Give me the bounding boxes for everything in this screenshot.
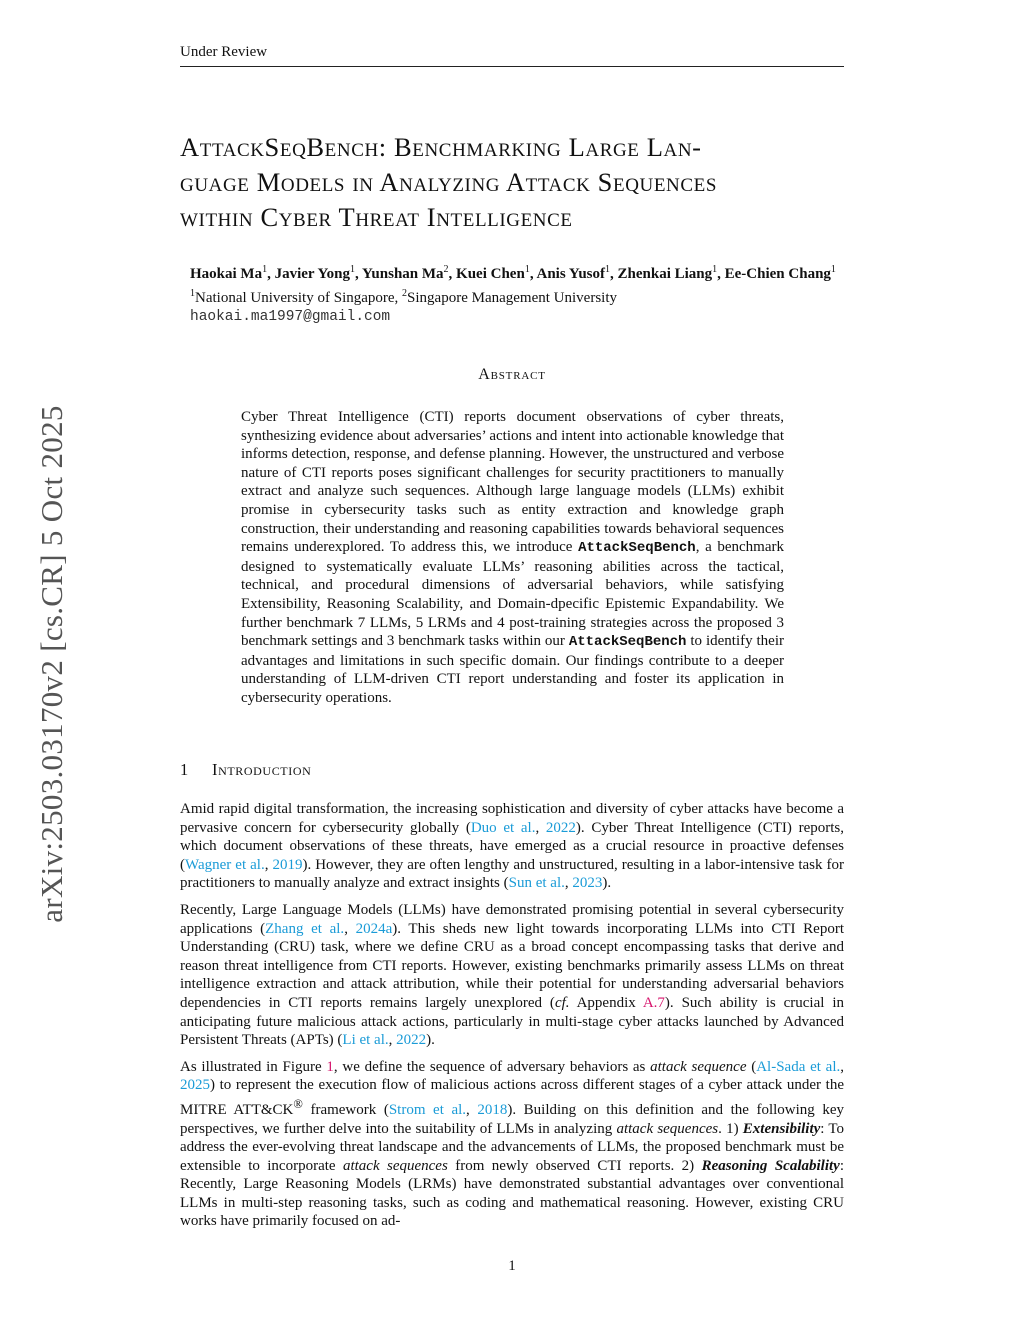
page-number: 1 — [508, 1258, 516, 1274]
citation-link[interactable]: Sun et al. — [508, 875, 565, 892]
abstract-part-1: Cyber Threat Intelligence (CTI) reports document observations of cyber threats, synthesizing evidence about adversaries’ actions and intent into actionable knowledge that informs detection, response, and defense planning. However, the unstructured and verbose nature of CTI reports poses significant challenges for security practitioners to manually extract and analyze such sequences. Although large language models (LLMs) exhibit promise in cybersecurity tasks such as entity extraction and knowledge graph construction, their understanding and reasoning capabilities towards behavioral sequences remains underexplored. To address this, we introduce — [241, 409, 784, 556]
running-head: Under Review — [180, 44, 268, 60]
author-name: Haokai Ma — [190, 266, 263, 282]
text-run: Extensibility — [742, 1120, 821, 1137]
citation-year-link[interactable]: 2018 — [477, 1101, 508, 1118]
affiliation-1: National University of Singapore, — [195, 290, 403, 306]
text-run: ). — [602, 875, 612, 892]
affiliation-2: Singapore Management University — [407, 290, 617, 306]
author-affiliation-mark: 1 — [712, 264, 718, 275]
author-list: Haokai Ma$^1$, Javier Yong$^1$, Yunshan Ma$^2$, Kuei Chen$^1$, Anis Yusof$^1$, Zhenkai Liang$^1$, Ee-Chien Chang$^1$ — [190, 264, 836, 282]
text-run: Amid rapid digital transformation, the increasing sophistication and diversity of cyber attacks have become a pervasive concern for cybersecurity globally ( — [180, 801, 844, 836]
affiliations — [190, 284, 950, 308]
author-name: Anis Yusof — [536, 266, 606, 282]
author-name: Yunshan Ma — [361, 266, 444, 282]
citation-link[interactable]: Li et al. — [342, 1032, 389, 1049]
citation-link[interactable]: Al-Sada et al. — [756, 1058, 841, 1075]
citation-year-link[interactable]: 2019 — [272, 856, 303, 873]
citation-year-link[interactable]: 2025 — [180, 1077, 210, 1094]
registered-mark: ® — [293, 1096, 303, 1111]
citation-link[interactable]: Zhang et al. — [265, 920, 345, 937]
section-number: 1 — [180, 760, 189, 779]
appendix-link[interactable]: A.7 — [642, 994, 665, 1011]
affiliation-mark: 1 — [190, 288, 195, 299]
text-run: : Recently, Large Reasoning Models (LRMs) have demonstrated substantial advantages over conventional LLMs in multi-step reasoning tasks, such as coding and mathematical reasoning. However, existing CRU works have primarily focused on ad- — [180, 1157, 844, 1230]
text-run: framework ( — [302, 1101, 389, 1118]
text-run: attack sequences — [616, 1120, 719, 1137]
benchmark-name: AttackSeqBench — [568, 634, 687, 651]
author-affiliation-mark: 1 — [830, 264, 836, 275]
text-run: Recently, Large Language Models (LLMs) have demonstrated promising potential in several cybersecurity applications ( — [180, 901, 844, 937]
section-heading-introduction — [180, 760, 311, 780]
citation-year-link[interactable]: 2022 — [396, 1032, 427, 1049]
author-name: Javier Yong — [274, 266, 351, 282]
paragraph-3: As illustrated in Figure 1, we define the sequence of adversary behaviors as attack sequence (Al-Sada et al., 2025) to represent the execution flow of malicious actions across different stages of a cyber attack under the MITRE ATT&CK® framework (Strom et al., 2018). Building on this definition and the following key perspectives, we further delve into the suitability of LLMs in analyzing attack sequences. 1) Extensibility: To address the ever-evolving threat landscape and the advancements of LLMs, the proposed benchmark must be extensible to incorporate attack sequences from newly observed CTI reports. 2) Reasoning Scalability: Recently, Large Reasoning Models (LRMs) have demonstrated substantial advantages over conventional LLMs in multi-step reasoning tasks, such as coding and mathematical reasoning. However, existing CRU works have primarily focused on ad- — [180, 1058, 845, 1230]
text-run: ). — [426, 1032, 435, 1049]
paragraph-2: Recently, Large Language Models (LLMs) have demonstrated promising potential in several cybersecurity applications (Zhang et al., 2024a). This sheds new light towards incorporating LLMs into CTI Report Understanding (CRU) task, where we define CRU as a broad concept encompassing tasks that derive and reason threat intelligence from CTI reports. However, existing benchmarks primarily assess LLMs on threat intelligence extraction and attack attribution, while their potential for understanding adversarial behaviors dependencies in CTI reports remains largely unexplored (cf. Appendix A.7). Such ability is crucial in anticipating future malicious attack actions, particularly in multi-stage cyber attacks launched by Advanced Persistent Threats (APTs) (Li et al., 2022). — [180, 901, 844, 1049]
introduction-body — [180, 800, 844, 1239]
citation-year-link[interactable]: 2023 — [572, 875, 603, 892]
text-run: ). Building on this definition and the following key perspectives, we further delve into the suitability of LLMs in analyzing — [180, 1101, 845, 1137]
text-run: attack sequences — [342, 1157, 448, 1174]
author-name: Zhenkai Liang — [617, 266, 713, 282]
benchmark-name: AttackSeqBench — [578, 540, 696, 557]
section-title: Introduction — [212, 760, 312, 779]
citation-link[interactable]: Duo et al. — [470, 819, 536, 836]
title-line-1: AttackSeqBench: Benchmarking Large Lan- — [180, 132, 702, 162]
text-run: ). Such ability is crucial in anticipating future malicious attack actions, particularly in multi-stage cyber attacks launched by Advanced Persistent Threats (APTs) ( — [180, 994, 844, 1049]
title-line-2: guage Models in Analyzing Attack Sequences — [180, 167, 718, 197]
abstract-heading: Abstract — [478, 366, 546, 383]
text-run: cf. — [554, 994, 570, 1011]
affiliation-mark: 2 — [402, 288, 408, 299]
text-run: . 1) — [718, 1120, 743, 1137]
author-name: Ee-Chien Chang — [724, 266, 831, 282]
author-affiliation-mark: 1 — [524, 264, 530, 275]
citation-link[interactable]: Wagner et al. — [185, 856, 265, 873]
citation-link[interactable]: Strom et al. — [388, 1101, 467, 1118]
text-run: , we define the sequence of adversary behaviors as — [333, 1058, 651, 1075]
paper-title — [180, 130, 850, 235]
title-line-3: within Cyber Threat Intelligence — [180, 202, 573, 232]
author-affiliation-mark: 1 — [262, 264, 268, 275]
arxiv-sidebar-stamp: arXiv:2503.03170v2 [cs.CR] 5 Oct 2025 — [34, 405, 69, 923]
text-run: Reasoning Scalability — [701, 1157, 840, 1174]
author-email[interactable]: haokai.ma1997@gmail.com — [190, 309, 391, 325]
text-run: : To address the ever-evolving threat landscape and the advancements of LLMs, the proposed benchmark must be extensible to incorporate — [180, 1120, 844, 1174]
author-block — [190, 260, 950, 327]
text-run: ). However, they are often lengthy and unstructured, resulting in a labor-intensive task for practitioners to manually analyze and extract insights ( — [180, 856, 844, 892]
author-affiliation-mark: 1 — [350, 264, 356, 275]
abstract-text — [241, 408, 784, 708]
text-run: ( — [746, 1058, 757, 1075]
text-run: from newly observed CTI reports. 2) — [447, 1157, 702, 1174]
figure-link[interactable]: 1 — [326, 1058, 334, 1075]
text-run: attack sequence — [650, 1058, 747, 1075]
abstract-part-3: to identify their advantages and limitations in such specific domain. Our findings contribute to a deeper understanding of LLM-driven CTI report understanding and foster its application in cybersecurity operations. — [241, 633, 784, 706]
author-name: Kuei Chen — [456, 266, 525, 282]
text-run: As illustrated in Figure — [180, 1058, 327, 1075]
abstract-part-2: , a benchmark designed to systematically evaluate LLMs’ reasoning abilities across the tactical, technical, and procedural dimensions of adversarial behaviors, while satisfying Extensibility, Reasoning Scalability, and Domain-dpecific Epistemic Expandability. We further benchmark 7 LLMs, 5 LRMs and 4 post-training strategies across the proposed 3 benchmark settings and 3 benchmark tasks within our — [241, 539, 784, 650]
citation-year-link[interactable]: 2024a — [355, 920, 393, 937]
paragraph-1: Amid rapid digital transformation, the increasing sophistication and diversity of cyber attacks have become a pervasive concern for cybersecurity globally (Duo et al., 2022). Cyber Threat Intelligence (CTI) reports, which document observations of these threats, have emerged as a crucial resource in proactive defenses (Wagner et al., 2019). However, they are often lengthy and unstructured, resulting in a labor-intensive task for practitioners to manually analyze and extract insights (Sun et al., 2023). — [180, 801, 845, 892]
text-run: ). Cyber Threat Intelligence (CTI) reports, which document observations of these threats, have emerged as a crucial resource in proactive defenses ( — [180, 819, 845, 873]
author-affiliation-mark: 1 — [605, 264, 611, 275]
text-run: ). This sheds new light towards incorporating LLMs into CTI Report Understanding (CRU) task, where we define CRU as a broad concept encompassing tasks that derive and reason threat intelligence from CTI reports. However, existing benchmarks primarily assess LLMs on threat intelligence extraction and attack attribution, while their potential for understanding adversarial behaviors dependencies in CTI reports remains largely unexplored ( — [180, 920, 844, 1011]
header-rule — [180, 66, 844, 67]
citation-year-link[interactable]: 2022 — [545, 819, 576, 836]
author-affiliation-mark: 2 — [443, 264, 449, 275]
text-run: ) to represent the execution flow of malicious actions across different stages of a cyber attack under the MITRE ATT&CK — [180, 1077, 844, 1118]
text-run: Appendix — [569, 994, 643, 1011]
